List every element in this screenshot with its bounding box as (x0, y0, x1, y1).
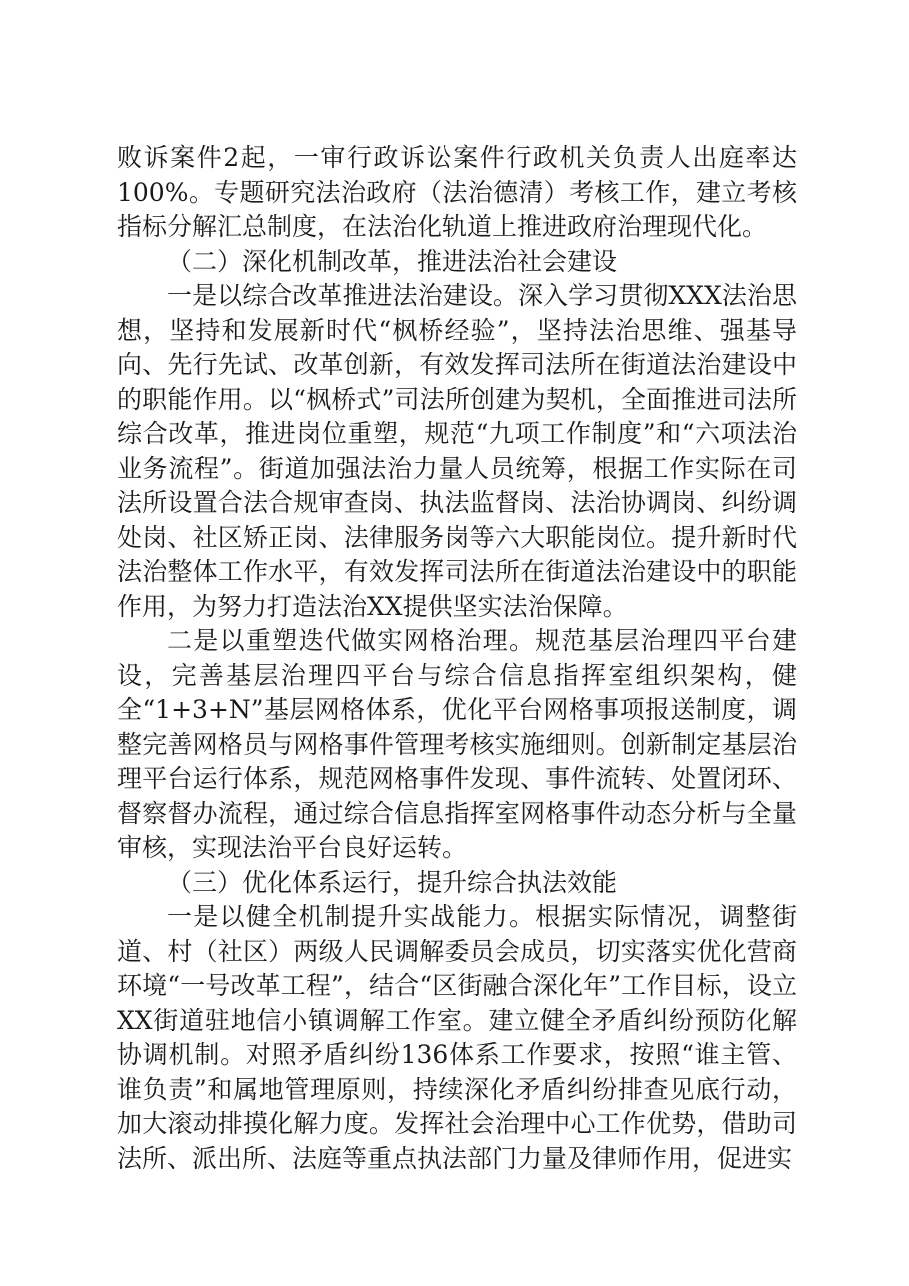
section-heading-3: （三）优化体系运行，提升综合执法效能 (167, 867, 618, 897)
section-heading-2: （二）深化机制改革，推进法治社会建设 (167, 246, 618, 276)
paragraph-grid-governance: 二是以重塑迭代做实网格治理。规范基层治理四平台建设，完善基层治理四平台与综合信息指挥室组织架构，健全“1+3+N”基层网格体系，优化平台网格事项报送制度，调整完善网格员与网格事件管理考核实施细则。创新制定基层治理平台运行体系，规范网格事件发现、事件流转、处置闭环、督察督办流程，通过综合信息指挥室网格事件动态分析与全量审核，实现法治平台良好运转。 (117, 626, 797, 862)
paragraph-comprehensive-reform: 一是以综合改革推进法治建设。深入学习贯彻XXX法治思想，坚持和发展新时代“枫桥经验”，坚持法治思维、强基导向、先行先试、改革创新，有效发挥司法所在街道法治建设中的职能作用。以“枫桥式”司法所创建为契机，全面推进司法所综合改革，推进岗位重塑，规范“九项工作制度”和“六项法治业务流程”。街道加强法治力量人员统筹，根据工作实际在司法所设置合法合规审查岗、执法监督岗、法治协调岗、纠纷调处岗、社区矫正岗、法律服务岗等六大职能岗位。提升新时代法治整体工作水平，有效发挥司法所在街道法治建设中的职能作用，为努力打造法治XX提供坚实法治保障。 (117, 281, 797, 621)
paragraph-mechanism-improvement: 一是以健全机制提升实战能力。根据实际情况，调整街道、村（社区）两级人民调解委员会成员，切实落实优化营商环境“一号改革工程”，结合“区街融合深化年”工作目标，设立XX街道驻地信小镇调解工作室。建立健全矛盾纠纷预防化解协调机制。对照矛盾纠纷136体系工作要求，按照“谁主管、谁负责”和属地管理原则，持续深化矛盾纠纷排查见底行动，加大滚动排摸化解力度。发挥社会治理中心工作优势，借助司法所、派出所、法庭等重点执法部门力量及律师作用，促进实 (117, 902, 797, 1173)
document-body (117, 141, 797, 1176)
paragraph-continuation: 败诉案件2起，一审行政诉讼案件行政机关负责人出庭率达100%。专题研究法治政府（法治德清）考核工作，建立考核指标分解汇总制度，在法治化轨道上推进政府治理现代化。 (117, 143, 797, 241)
